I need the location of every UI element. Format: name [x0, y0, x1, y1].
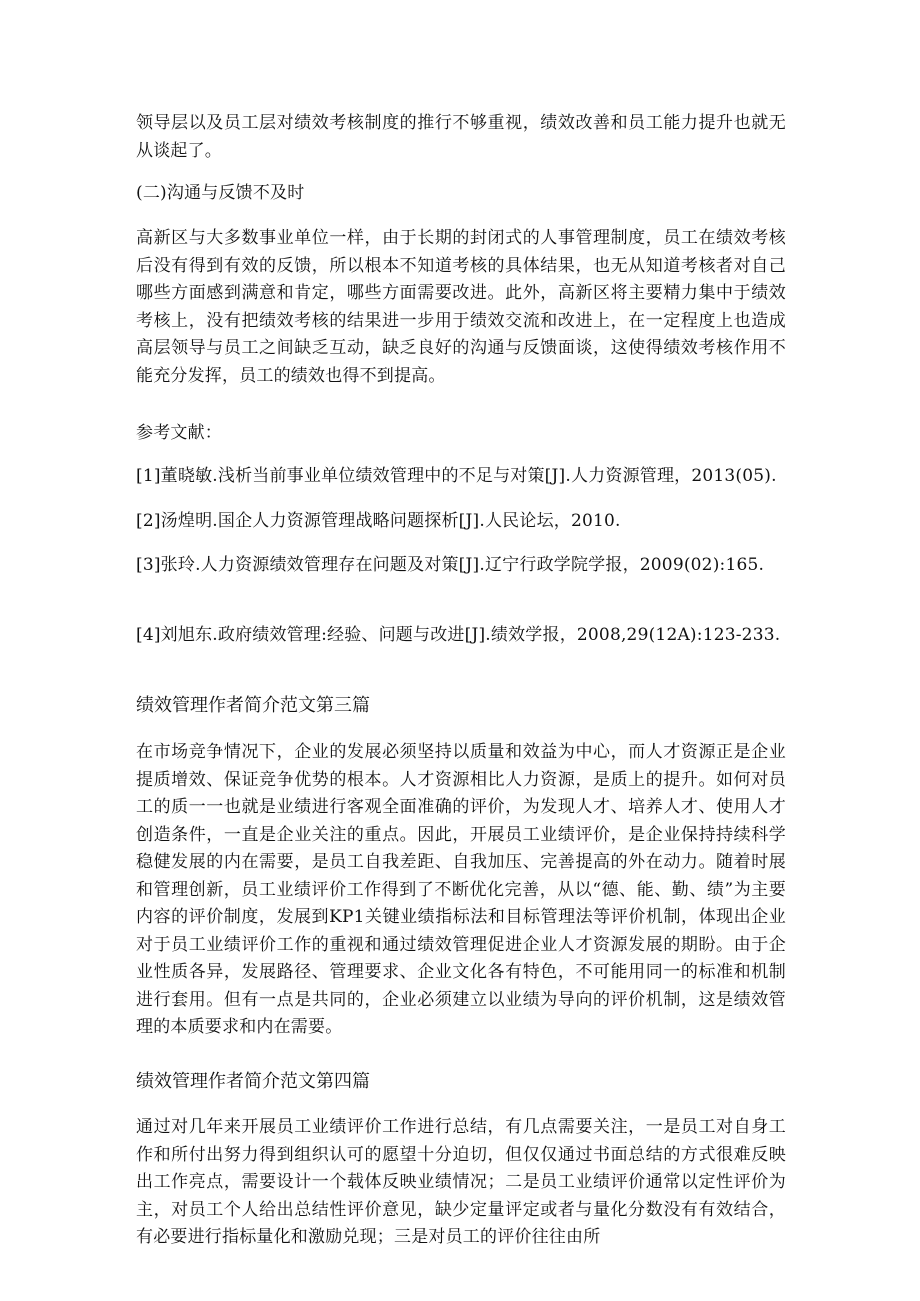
- paragraph-fourth-article: 通过对几年来开展员工业绩评价工作进行总结，有几点需要关注，一是员工对自身工作和所付出努力得到组织认可的愿望十分迫切，但仅仅通过书面总结的方式很难反映出工作亮点，需要设计一个载体反映业绩情况；二是员工业绩评价通常以定性评价为主，对员工个人给出总结性评价意见，缺少定量评定或者与量化分数没有有效结合，有必要进行指标量化和激励兑现；三是对员工的评价往往由所: [136, 1117, 786, 1247]
- references-title: 参考文献：: [136, 423, 222, 443]
- article-heading-fourth: 绩效管理作者简介范文第四篇: [136, 1071, 370, 1092]
- reference-3: [3]张玲.人力资源绩效管理存在问题及对策[J].辽宁行政学院学报，2009(02):165.: [136, 555, 765, 575]
- article-heading-third: 绩效管理作者简介范文第三篇: [136, 695, 370, 716]
- paragraph-intro: 领导层以及员工层对绩效考核制度的推行不够重视，绩效改善和员工能力提升也就无从谈起了。: [136, 113, 786, 161]
- section-heading-communication: (二)沟通与反馈不及时: [136, 183, 305, 203]
- reference-4: [4]刘旭东.政府绩效管理:经验、问题与改进[J].绩效学报，2008,29(12A):123-233.: [136, 625, 781, 645]
- paragraph-communication: 高新区与大多数事业单位一样，由于长期的封闭式的人事管理制度，员工在绩效考核后没有得到有效的反馈，所以根本不知道考核的具体结果，也无从知道考核者对自己哪些方面感到满意和肯定，哪些方面需要改进。此外，高新区将主要精力集中于绩效考核上，没有把绩效考核的结果进一步用于绩效交流和改进上，在一定程度上也造成高层领导与员工之间缺乏互动，缺乏良好的沟通与反馈面谈，这使得绩效考核作用不能充分发挥，员工的绩效也得不到提高。: [136, 228, 786, 386]
- paragraph-third-article: 在市场竞争情况下，企业的发展必须坚持以质量和效益为中心，而人才资源正是企业提质增效、保证竞争优势的根本。人才资源相比人力资源，是质上的提升。如何对员工的质一一也就是业绩进行客观全面准确的评价，为发现人才、培养人才、使用人才创造条件，一直是企业关注的重点。因此，开展员工业绩评价，是企业保持持续科学稳健发展的内在需要，是员工自我差距、自我加压、完善提高的外在动力。随着时展和管理创新，员工业绩评价工作得到了不断优化完善，从以“德、能、勤、绩”为主要内容的评价制度，发展到KP1关键业绩指标法和目标管理法等评价机制，体现出企业对于员工业绩评价工作的重视和通过绩效管理促进企业人才资源发展的期盼。由于企业性质各异，发展路径、管理要求、企业文化各有特色，不可能用同一的标准和机制进行套用。但有一点是共同的，企业必须建立以业绩为导向的评价机制，这是绩效管理的本质要求和内在需要。: [136, 742, 786, 1037]
- reference-2: [2]汤煌明.国企人力资源管理战略问题探析[J].人民论坛，2010.: [136, 511, 621, 531]
- reference-1: [1]董晓敏.浅析当前事业单位绩效管理中的不足与对策[J].人力资源管理，2013(05).: [136, 466, 777, 486]
